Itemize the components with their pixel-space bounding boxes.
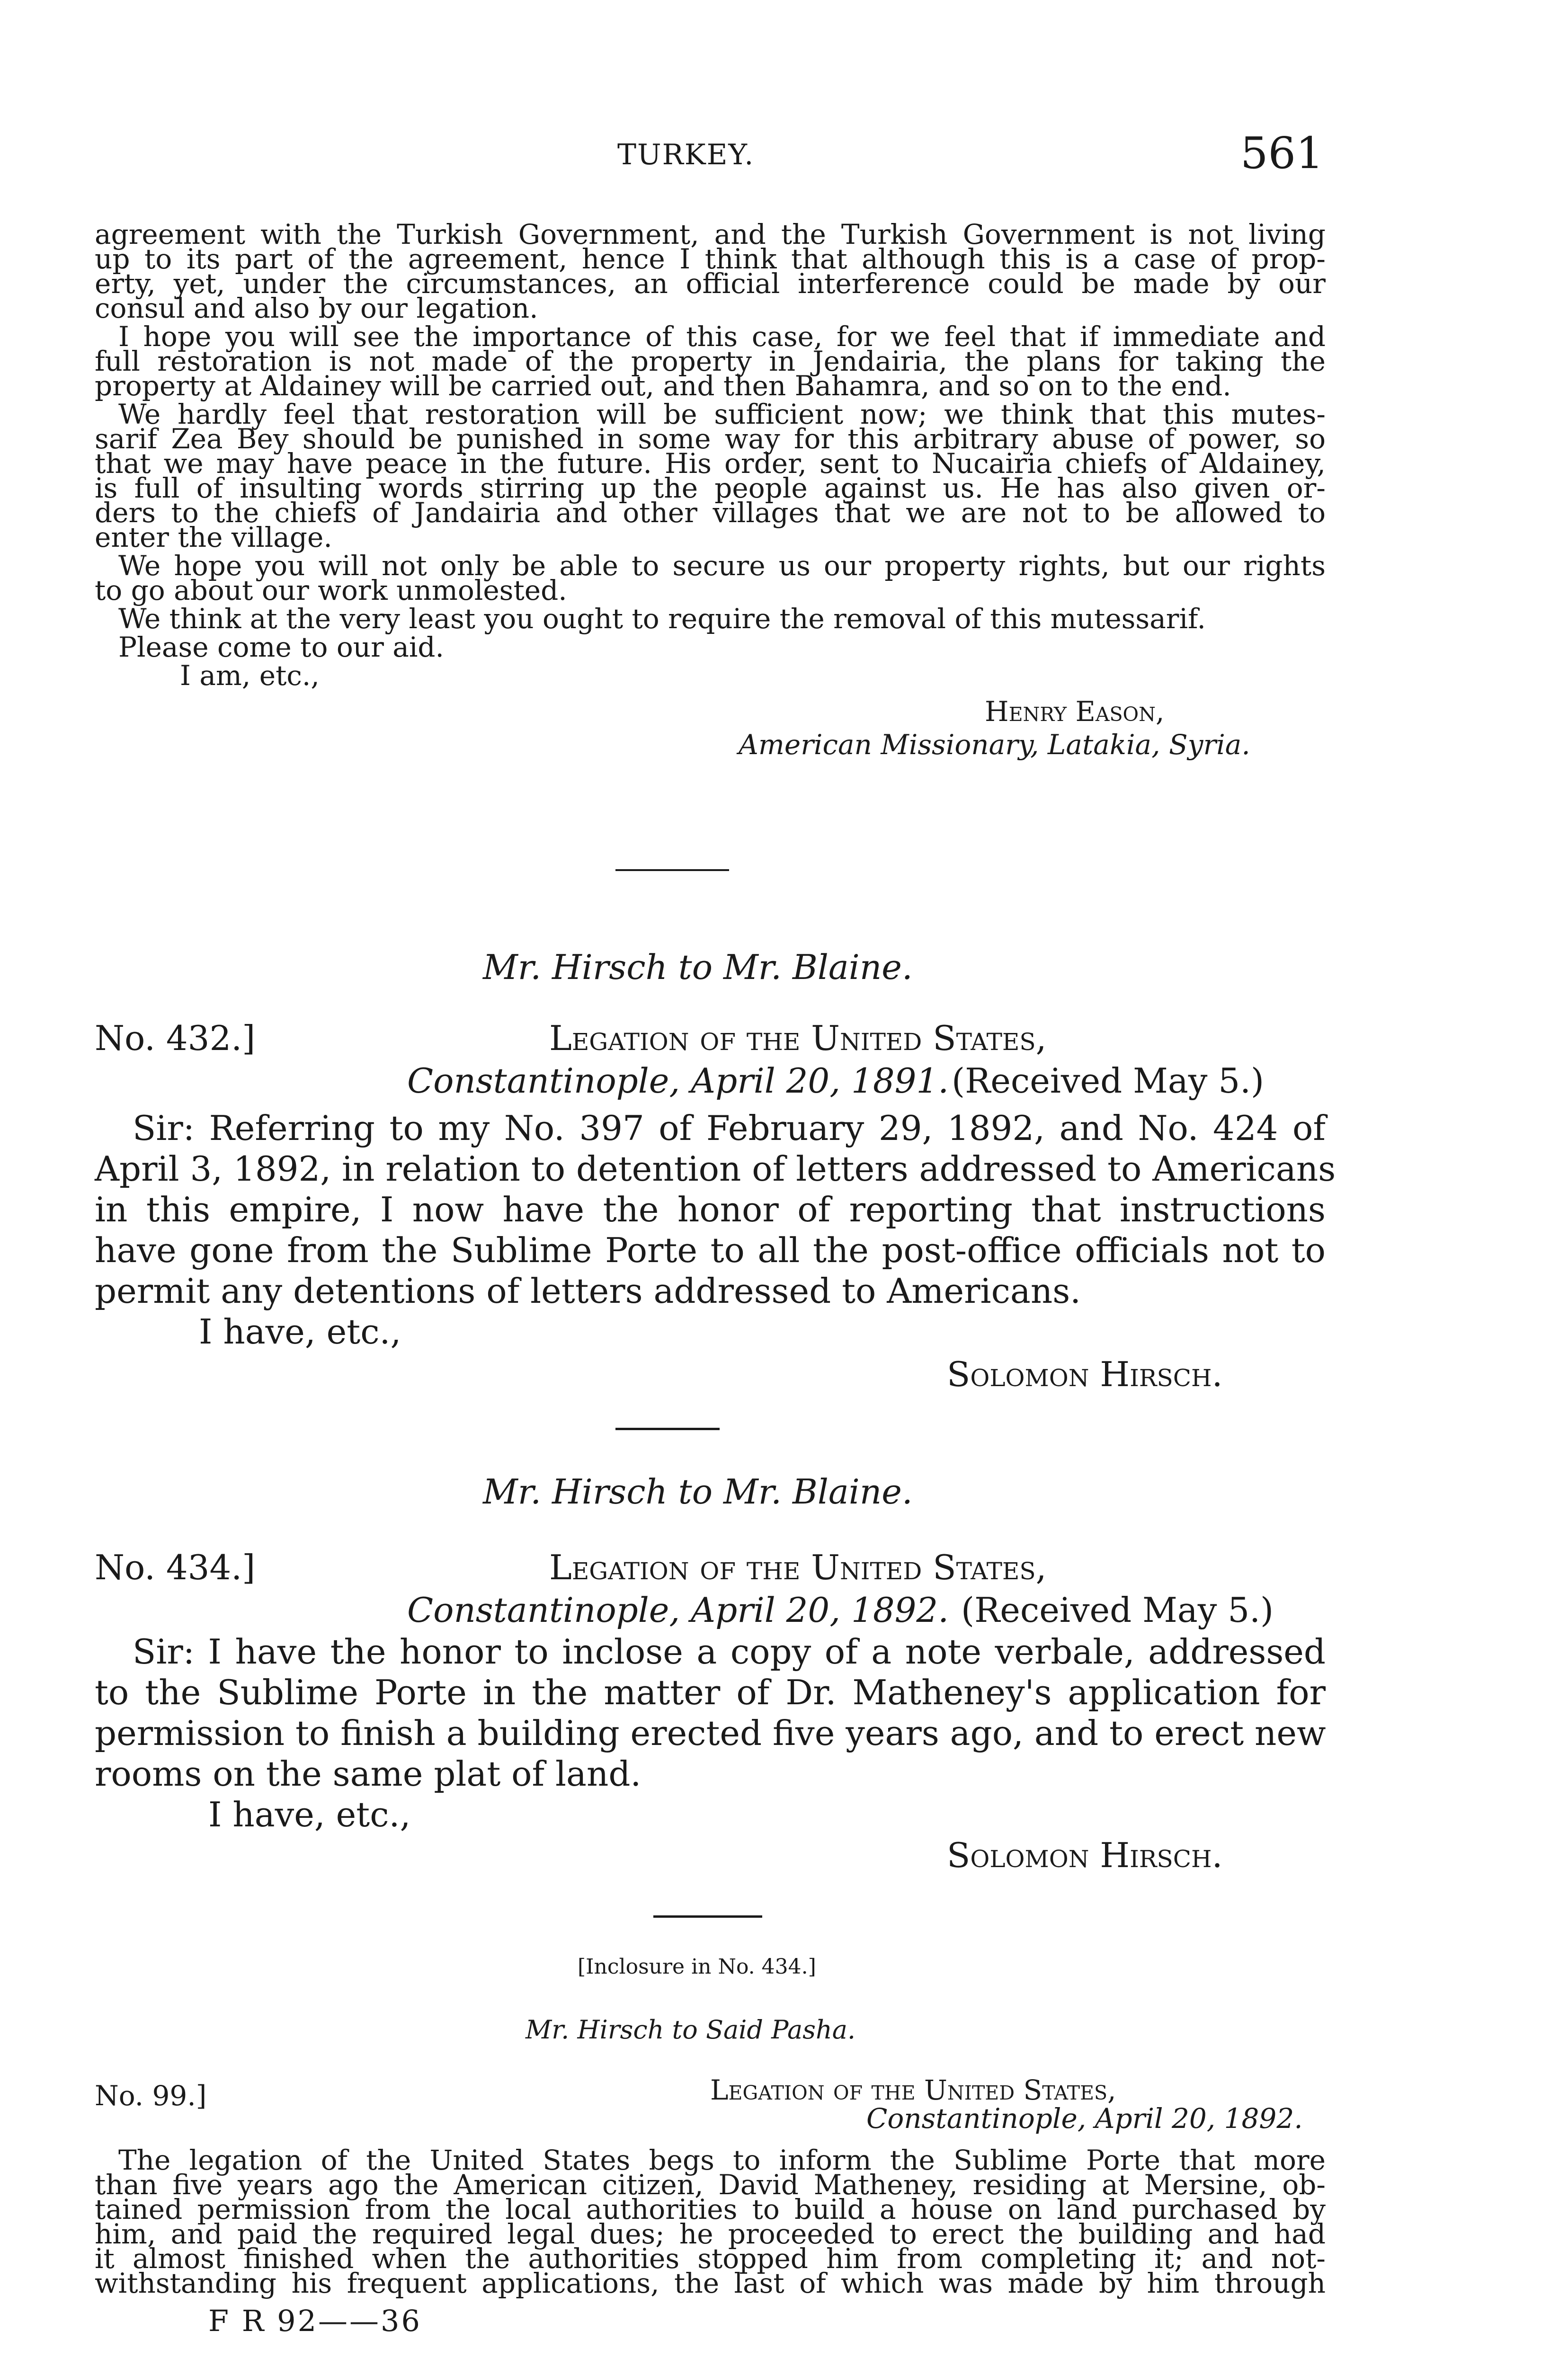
text-line: Please come to our aid.	[118, 631, 444, 663]
text-line: April 3, 1892, in relation to detention of letters addressed to Americans	[95, 1149, 1336, 1189]
letter-number: No. 434.]	[95, 1548, 256, 1587]
letter-number: No. 99.]	[95, 2080, 207, 2112]
dateline: Constantinople, April 20, 1892.	[866, 2102, 1303, 2135]
text-line: have gone from the Sublime Porte to all the post-office officials not to	[95, 1230, 1326, 1270]
text-line: We hope you will not only be able to secure us our property rights, but our rights	[118, 550, 1326, 582]
received-date: (Received May 5.)	[952, 1061, 1265, 1101]
text-line: withstanding his frequent applications, the last of which was made by him through	[95, 2267, 1326, 2299]
inclosure-label: [Inclosure in No. 434.]	[578, 1955, 816, 1979]
printer-signature-mark: F R 92——36	[208, 2304, 422, 2338]
text-line: I hope you will see the importance of this case, for we feel that if immediate and	[118, 320, 1326, 353]
text-line: that we may have peace in the future. His order, sent to Nucairia chiefs of Aldainey,	[95, 447, 1326, 480]
text-line: Sir: I have the honor to inclose a copy of a note verbale, addressed	[133, 1632, 1326, 1672]
closing: I am, etc.,	[180, 659, 320, 692]
text-line: property at Aldainey will be carried out, and then Bahamra, and so on to the end.	[95, 370, 1231, 402]
text-line: The legation of the United States begs to inform the Sublime Porte that more	[118, 2144, 1326, 2176]
text-line: We think at the very least you ought to require the removal of this mutessarif.	[118, 603, 1206, 635]
text-line: agreement with the Turkish Government, and the Turkish Government is not living	[95, 218, 1326, 250]
page-number: 561	[1240, 128, 1324, 178]
letter-heading: Mr. Hirsch to Said Pasha.	[526, 2015, 856, 2045]
legation-place: Legation of the United States,	[549, 1018, 1047, 1058]
received-date: (Received May 5.)	[961, 1590, 1274, 1630]
text-line: him, and paid the required legal dues; he proceeded to erect the building and had	[95, 2218, 1326, 2250]
legation-place: Legation of the United States,	[710, 2074, 1116, 2106]
text-line: to go about our work unmolested.	[95, 574, 567, 606]
signature: Solomon Hirsch.	[947, 1354, 1223, 1394]
dateline: Constantinople, April 20, 1891.	[407, 1061, 949, 1101]
text-line: We hardly feel that restoration will be sufficient now; we think that this mutes-	[118, 398, 1326, 430]
closing: I have, etc.,	[208, 1795, 411, 1834]
text-line: ders to the chiefs of Jandairia and other villages that we are not to be allowed to	[95, 497, 1326, 529]
letter-heading: Mr. Hirsch to Mr. Blaine.	[483, 947, 913, 987]
text-line: erty, yet, under the circumstances, an official interference could be made by our	[95, 267, 1326, 300]
text-line: consul and also by our legation.	[95, 292, 538, 324]
text-line: permit any detentions of letters addressed to Americans.	[95, 1271, 1081, 1311]
text-line: full restoration is not made of the property in Jendairia, the plans for taking the	[95, 345, 1326, 377]
section-divider	[653, 1915, 762, 1918]
legation-place: Legation of the United States,	[549, 1548, 1047, 1587]
text-line: sarif Zea Bey should be punished in some way for this arbitrary abuse of power, so	[95, 423, 1326, 455]
text-line: to the Sublime Porte in the matter of Dr. Matheney's application for	[95, 1673, 1326, 1712]
dateline: Constantinople, April 20, 1892.	[407, 1590, 949, 1630]
text-line: enter the village.	[95, 521, 332, 553]
section-divider	[615, 869, 729, 871]
signature: Henry Eason,	[985, 695, 1165, 728]
section-divider	[615, 1428, 720, 1430]
text-line: up to its part of the agreement, hence I think that although this is a case of prop-	[95, 243, 1326, 275]
closing: I have, etc.,	[199, 1312, 401, 1352]
signature-title: American Missionary, Latakia, Syria.	[739, 729, 1250, 761]
text-line: Sir: Referring to my No. 397 of February 29, 1892, and No. 424 of	[133, 1108, 1326, 1148]
text-line: rooms on the same plat of land.	[95, 1754, 641, 1794]
signature: Solomon Hirsch.	[947, 1835, 1223, 1875]
text-line: is full of insulting words stirring up the people against us. He has also given or-	[95, 472, 1326, 504]
letter-heading: Mr. Hirsch to Mr. Blaine.	[483, 1472, 913, 1512]
letter-number: No. 432.]	[95, 1018, 256, 1058]
running-head: TURKEY.	[617, 138, 755, 171]
text-line: in this empire, I now have the honor of reporting that instructions	[95, 1190, 1326, 1229]
text-line: than five years ago the American citizen, David Matheney, residing at Mersine, ob-	[95, 2169, 1326, 2201]
text-line: it almost finished when the authorities stopped him from completing it; and not-	[95, 2242, 1326, 2275]
text-line: permission to finish a building erected five years ago, and to erect new	[95, 1713, 1326, 1753]
text-line: tained permission from the local authorities to build a house on land purchased by	[95, 2193, 1326, 2225]
